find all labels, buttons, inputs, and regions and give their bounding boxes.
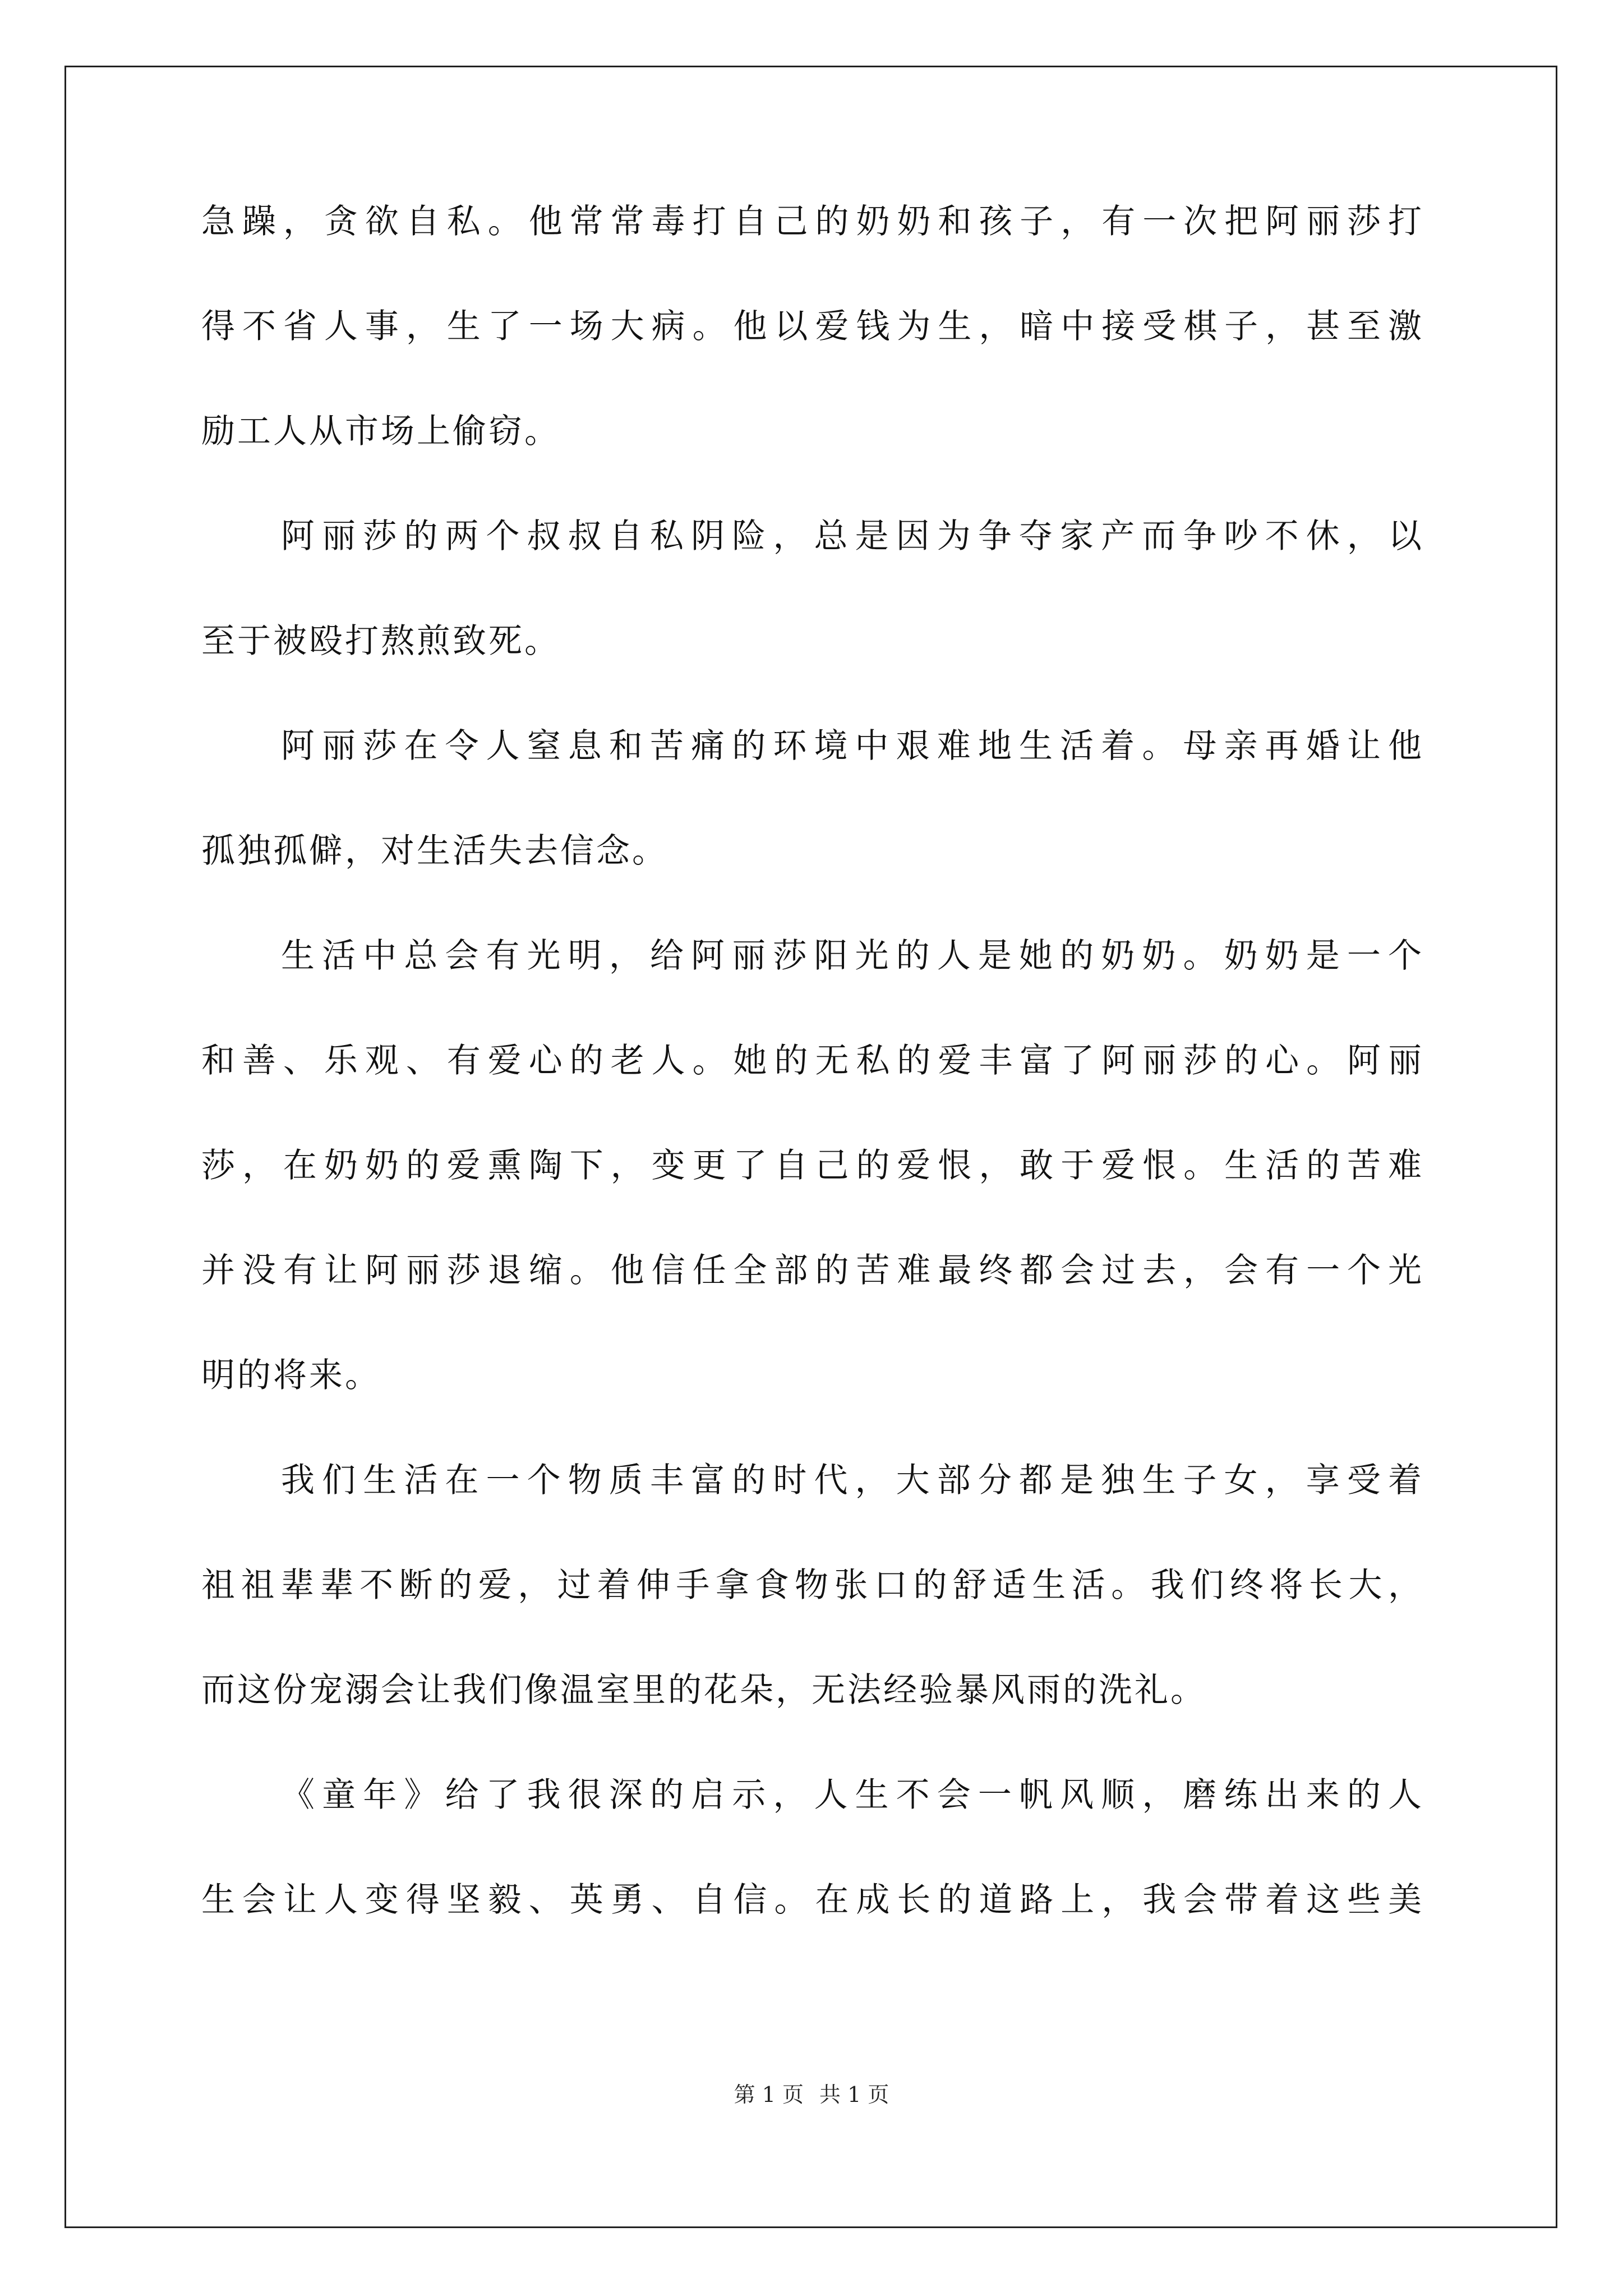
body-line: 明的将来。: [201, 1356, 381, 1395]
body-line: 励工人从市场上偷窃。: [201, 412, 560, 451]
paragraph-first-line: 我们生活在一个物质丰富的时代，大部分都是独生子女，享受着: [281, 1461, 1424, 1500]
paragraph-first-line: 阿丽莎的两个叔叔自私阴险，总是因为争夺家产而争吵不休，以: [281, 517, 1424, 556]
paragraph-first-line: 《童年》给了我很深的启示，人生不会一帆风顺，磨练出来的人: [281, 1775, 1424, 1815]
body-line: 生会让人变得坚毅、英勇、自信。在成长的道路上，我会带着这些美: [201, 1880, 1424, 1920]
page-total: 共 1 页: [819, 2082, 889, 2107]
body-line: 祖祖辈辈不断的爱，过着伸手拿食物张口的舒适生活。我们终将长大，: [201, 1566, 1424, 1605]
body-line: 并没有让阿丽莎退缩。他信任全部的苦难最终都会过去，会有一个光: [201, 1251, 1424, 1290]
paragraph-first-line: 阿丽莎在令人窒息和苦痛的环境中艰难地生活着。母亲再婚让他: [281, 726, 1424, 766]
document-body: [201, 202, 1424, 1988]
body-line: 和善、乐观、有爱心的老人。她的无私的爱丰富了阿丽莎的心。阿丽: [201, 1041, 1424, 1080]
body-line: 急躁，贪欲自私。他常常毒打自己的奶奶和孩子，有一次把阿丽莎打: [201, 202, 1424, 241]
body-line: 至于被殴打熬煎致死。: [201, 622, 560, 661]
body-line: 而这份宠溺会让我们像温室里的花朵，无法经验暴风雨的洗礼。: [201, 1671, 1206, 1710]
paragraph-first-line: 生活中总会有光明，给阿丽莎阳光的人是她的奶奶。奶奶是一个: [281, 936, 1424, 976]
page-number: 第 1 页: [734, 2082, 804, 2107]
page-footer: [0, 2084, 1623, 2105]
body-line: 得不省人事，生了一场大病。他以爱钱为生，暗中接受棋子，甚至激: [201, 307, 1424, 346]
body-line: 孤独孤僻，对生活失去信念。: [201, 831, 668, 871]
body-line: 莎，在奶奶的爱熏陶下，变更了自己的爱恨，敢于爱恨。生活的苦难: [201, 1146, 1424, 1185]
